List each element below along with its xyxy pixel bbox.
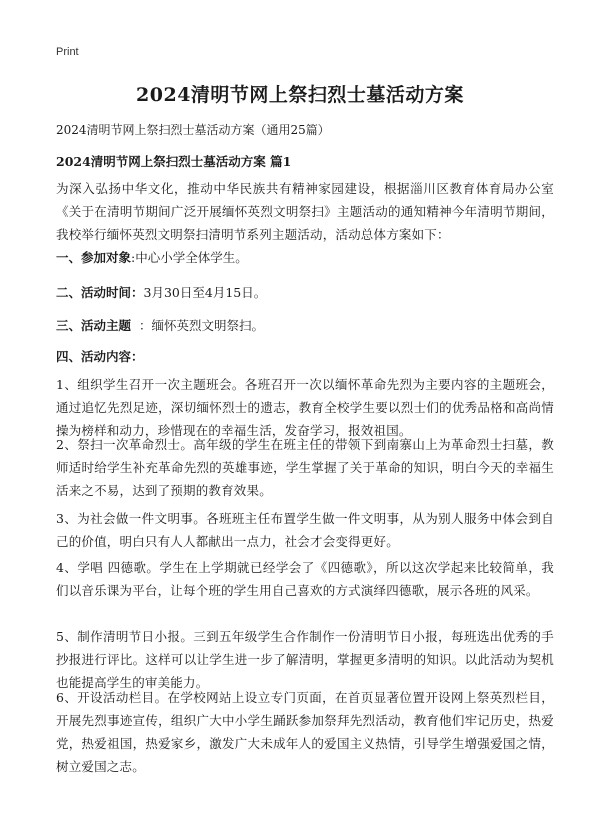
intro-paragraph: 为深入弘扬中华文化，推动中华民族共有精神家园建设，根据淄川区教育体育局办公室《关于在清明节期间广泛开展缅怀英烈文明祭扫》主题活动的通知精神今年清明节期间，我校举行缅怀英烈文明祭扫清明节系列主题活动，活动总体方案如下： [56,181,554,242]
item-time [56,283,554,301]
content-paragraph-1: 1、组织学生召开一次主题班会。各班召开一次以缅怀革命先烈为主要内容的主题班会，通过追忆先烈足迹，深切缅怀烈士的遗志，教育全校学生要以烈士们的优秀品格和高尚情操为榜样和动力，珍惜现在的幸福生活，发奋学习，报效祖国。 [56,377,554,438]
content-paragraph-5: 5、制作清明节日小报。三到五年级学生合作制作一份清明节日小报，每班选出优秀的手抄报进行评比。这样可以让学生进一步了解清明，掌握更多清明的知识。以此活动为契机也能提高学生的审美能力。 [56,629,554,690]
content-paragraph-4: 4、学唱 四德歌。学生在上学期就已经学会了《四德歌》，所以这次学起来比较简单，我们以音乐课为平台，让每个班的学生用自己喜欢的方式演绎四德歌，展示各班的风采。 [56,560,554,598]
section-heading: 2024清明节网上祭扫烈士墓活动方案 篇1 [56,154,292,169]
print-link[interactable]: Print [56,46,79,58]
content-paragraph-2: 2、祭扫一次革命烈士。高年级的学生在班主任的带领下到南寨山上为革命烈士扫墓，教师适时给学生补充革命先烈的英雄事迹，学生掌握了关于革命的知识，明白今天的幸福生活来之不易，达到了预期的教育效果。 [56,437,554,498]
item-participants [56,248,554,266]
item-label: 二、活动时间： [56,285,144,300]
item-label: 一、参加对象 [56,250,132,265]
item-label: 四、活动内容： [56,349,144,364]
item-value: :中心小学全体学生。 [131,250,248,265]
item-value: ：缅怀英烈文明祭扫。 [131,318,264,333]
item-value: 3月30日至4月15日。 [143,285,267,300]
item-content [56,347,554,365]
content-paragraph-3: 3、为社会做一件文明事。各班班主任布置学生做一件文明事，从为别人服务中体会到自己的价值，明白只有人人都献出一点力，社会才会变得更好。 [56,511,554,549]
document-subtitle: 2024清明节网上祭扫烈士墓活动方案（通用25篇） [56,123,330,137]
item-label: 三、活动主题 [56,318,132,333]
document-title: 2024清明节网上祭扫烈士墓活动方案 [136,84,464,106]
content-paragraph-6: 6、开设活动栏目。在学校网站上设立专门页面，在首页显著位置开设网上祭英烈栏目，开展先烈事迹宣传，组织广大中小学生踊跃参加祭拜先烈活动，教育他们牢记历史，热爱党，热爱祖国，热爱家乡，激发广大未成年人的爱国主义热情，引导学生增强爱国之情，树立爱国之志。 [56,690,554,774]
item-theme [56,316,554,334]
